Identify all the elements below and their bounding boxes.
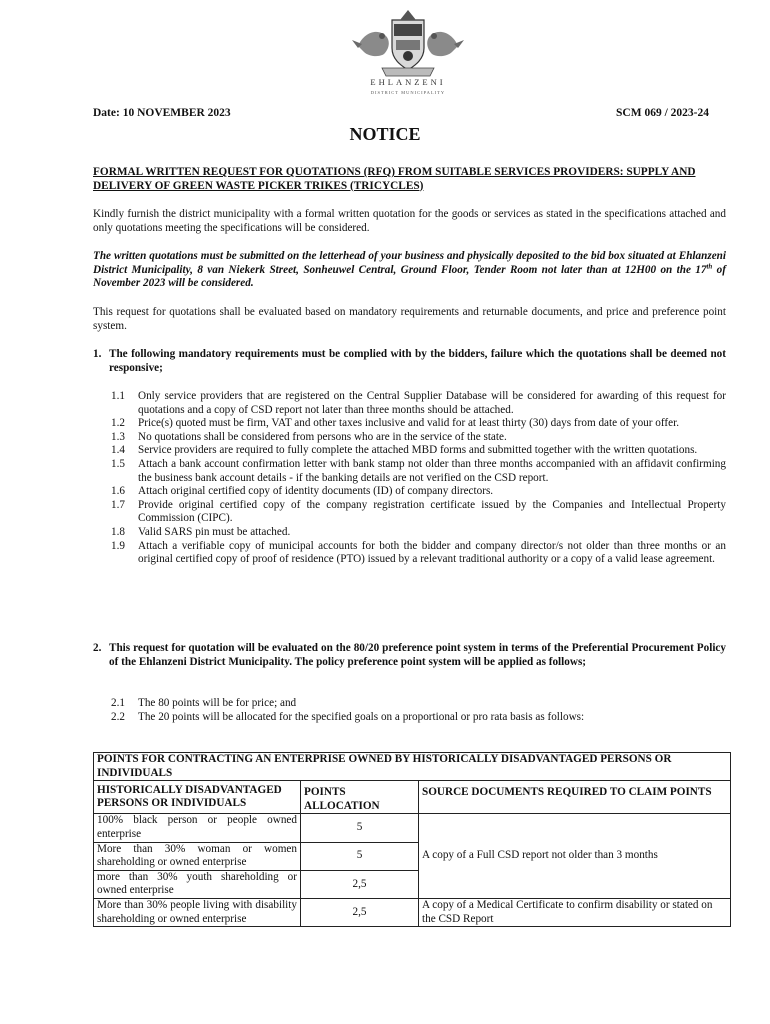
list-item-text: Service providers are required to fully complete the attached MBD forms and submitted together with the written quotations.	[138, 444, 698, 457]
table-row	[94, 814, 731, 842]
list-item-number: 1.5	[111, 457, 125, 470]
header-source: SOURCE DOCUMENTS REQUIRED TO CLAIM POINTS	[419, 781, 731, 814]
row-group: More than 30% woman or women shareholding or owned enterprise	[94, 842, 301, 870]
list-item-number: 1.1	[111, 390, 125, 402]
list-item	[111, 390, 726, 417]
list-item	[111, 711, 726, 725]
list-item-number: 1.2	[111, 417, 125, 430]
rfq-heading: FORMAL WRITTEN REQUEST FOR QUOTATIONS (RFQ) FROM SUITABLE SERVICES PROVIDERS: SUPPLY AND DELIVERY OF GREEN WASTE PICKER TRIKES (TRICYCLES)	[93, 166, 696, 192]
list-item	[111, 458, 726, 485]
list-item-text: Attach a verifiable copy of municipal accounts for both the bidder and company director/s not older than three months or an original certified copy of proof of residence (PTO) issued by a relevant traditional authority or a copy of a valid lease agreement.	[138, 539, 726, 566]
list-item-text: The 80 points will be for price; and	[138, 697, 297, 709]
page-title: NOTICE	[349, 124, 421, 144]
section-2-number: 2.	[93, 642, 102, 654]
list-item	[111, 540, 726, 567]
evaluation-paragraph: This request for quotations shall be evaluated based on mandatory requirements and returnable documents, and price and preference point system.	[93, 306, 726, 332]
row-group: 100% black person or people owned enterprise	[94, 814, 301, 842]
list-item	[111, 526, 726, 540]
list-item-number: 2.2	[111, 710, 125, 723]
list-item	[111, 444, 726, 458]
list-item-text: Valid SARS pin must be attached.	[138, 525, 291, 538]
list-item-number: 1.4	[111, 444, 125, 457]
row-points: 5	[301, 842, 419, 870]
submission-text: The written quotations must be submitted on the letterhead of your business and physically deposited to the bid box situated at Ehlanzeni District Municipality, 8 van Niekerk Street, Sonheuwel Central, Ground Floor, Tender Room not later than at 12H00 on the 17	[93, 250, 726, 276]
row-group: more than 30% youth shareholding or owned enterprise	[94, 870, 301, 898]
header-points: POINTS ALLOCATION	[301, 781, 419, 814]
list-item-text: Only service providers that are registered on the Central Supplier Database will be considered for awarding of this request for quotations and a copy of CSD report not later than three months should be attached.	[138, 390, 726, 416]
header-group: HISTORICALLY DISADVANTAGED PERSONS OR INDIVIDUALS	[94, 781, 301, 814]
section-2-heading	[93, 642, 726, 669]
list-item-number: 1.9	[111, 539, 125, 552]
table-header-row	[94, 781, 731, 814]
list-item-text: Price(s) quoted must be firm, VAT and other taxes inclusive and valid for at least thirty (30) days from date of your offer.	[138, 417, 680, 430]
preference-points-list	[111, 697, 726, 724]
section-1-title: The following mandatory requirements must be complied with by the bidders, failure which the quotations shall be deemed not responsive;	[109, 348, 726, 374]
table-title-row	[94, 753, 731, 781]
table-title: POINTS FOR CONTRACTING AN ENTERPRISE OWNED BY HISTORICALLY DISADVANTAGED PERSONS OR INDIVIDUALS	[94, 753, 731, 781]
intro-paragraph: Kindly furnish the district municipality with a formal written quotation for the goods or services as stated in the specifications attached and only quotations meeting the specifications will be considered.	[93, 208, 726, 234]
list-item-number: 1.3	[111, 430, 125, 443]
list-item	[111, 417, 726, 431]
list-item-number: 1.7	[111, 498, 125, 511]
document-date: Date: 10 NOVEMBER 2023	[93, 107, 231, 119]
submission-text-end: of November 2023 will be considered.	[93, 263, 726, 290]
crest-name: EHLANZENI	[370, 77, 446, 87]
list-item-text: Attach a bank account confirmation letter with bank stamp not older than three months accompanied with an affidavit confirming the business bank account details - if the banking details are not verified on the CSD report.	[138, 457, 726, 484]
list-item	[111, 485, 726, 499]
list-item-number: 1.8	[111, 525, 125, 538]
row-points: 2,5	[301, 898, 419, 926]
section-1-heading	[93, 348, 726, 375]
points-table	[93, 752, 731, 927]
list-item-text: No quotations shall be considered from persons who are in the service of the state.	[138, 430, 507, 443]
submission-paragraph	[93, 250, 726, 291]
list-item-number: 1.6	[111, 485, 125, 498]
list-item-number: 2.1	[111, 697, 125, 709]
list-item	[111, 697, 726, 711]
source-csd-cell: A copy of a Full CSD report not older than 3 months	[419, 814, 731, 899]
row-group: More than 30% people living with disability shareholding or owned enterprise	[94, 898, 301, 926]
reference-number: SCM 069 / 2023-24	[616, 107, 709, 119]
row-points: 5	[301, 814, 419, 842]
mandatory-requirements-list	[111, 390, 726, 567]
source-medical-cell: A copy of a Medical Certificate to confirm disability or stated on the CSD Report	[419, 898, 731, 926]
table-row	[94, 898, 731, 926]
list-item	[111, 499, 726, 526]
row-points: 2,5	[301, 870, 419, 898]
crest-subtitle: DISTRICT MUNICIPALITY	[370, 90, 446, 95]
list-item-text: The 20 points will be allocated for the specified goals on a proportional or pro rata basis as follows:	[138, 710, 585, 723]
submission-superscript: th	[706, 261, 713, 270]
list-item	[111, 431, 726, 445]
section-1-number: 1.	[93, 348, 102, 360]
list-item-text: Provide original certified copy of the company registration certificate issued by the Companies and Intellectual Property Commission (CIPC).	[138, 498, 726, 525]
list-item-text: Attach original certified copy of identity documents (ID) of company directors.	[138, 485, 494, 498]
section-2-title: This request for quotation will be evaluated on the 80/20 preference point system in terms of the Preferential Procurement Policy of the Ehlanzeni District Municipality. The policy preference point system will be applied as follows;	[109, 642, 726, 668]
